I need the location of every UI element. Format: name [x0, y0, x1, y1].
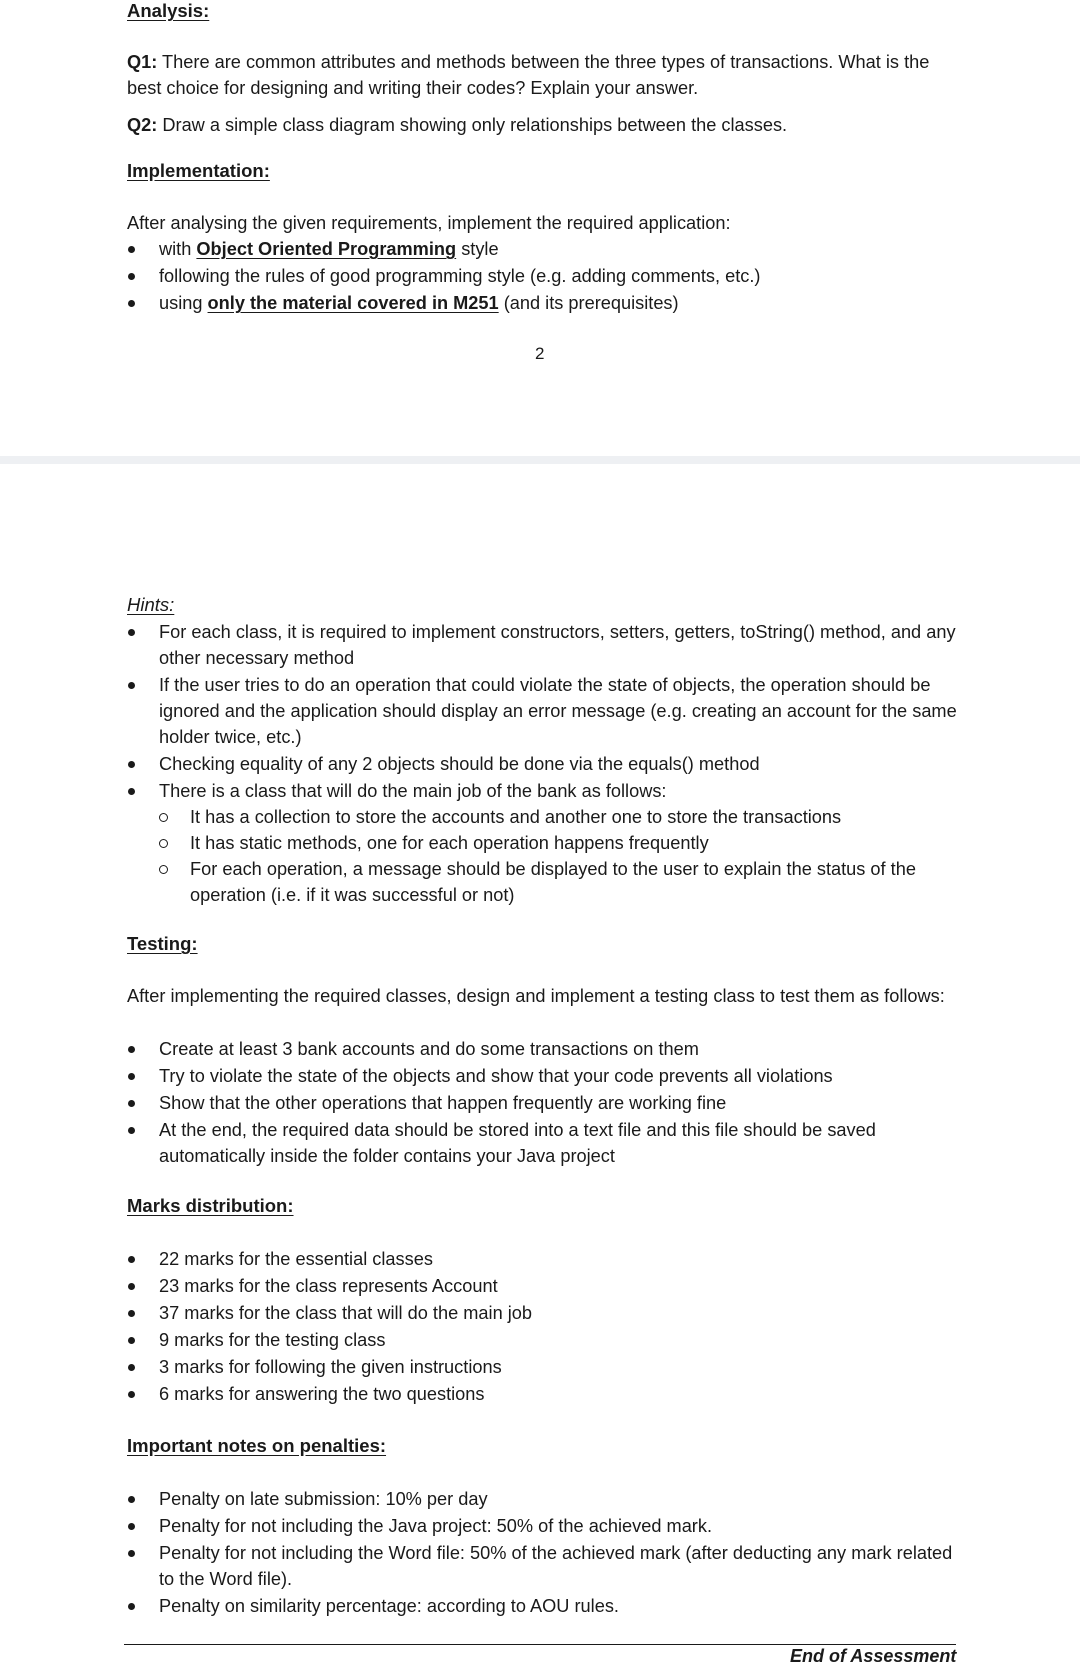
document-page-1 [0, 0, 1080, 456]
testing-intro: After implementing the required classes, design and implement a testing class to test them as follows: [127, 986, 945, 1006]
list-item: For each class, it is required to implement constructors, setters, getters, toString() method, and any other necessary method [0, 619, 959, 671]
list-item: 37 marks for the class that will do the main job [0, 1300, 959, 1326]
marks-heading: Marks distribution: [127, 1195, 294, 1216]
analysis-heading: Analysis: [127, 0, 210, 21]
implementation-intro: After analysing the given requirements, implement the required application: [127, 213, 731, 233]
penalties-heading: Important notes on penalties: [127, 1435, 387, 1456]
sub-list-item: It has static methods, one for each operation happens frequently [159, 830, 959, 856]
list-item: Show that the other operations that happen frequently are working fine [0, 1090, 959, 1116]
list-item: At the end, the required data should be stored into a text file and this file should be saved automatically inside the folder contains your Java project [0, 1117, 959, 1169]
list-item: 6 marks for answering the two questions [0, 1381, 959, 1407]
hints-heading: Hints: [127, 594, 175, 615]
list-item: There is a class that will do the main job of the bank as follows: It has a collection to store the accounts and another one to store the transactions It has static methods, one for each operation happens frequently For each operation, a message should be displayed to the user to explain the status of the operation (i.e. if it was successful or not) [0, 778, 959, 908]
list-item: with Object Oriented Programming style [0, 236, 959, 262]
list-item: following the rules of good programming style (e.g. adding comments, etc.) [0, 263, 959, 289]
sub-list-item: It has a collection to store the accounts and another one to store the transactions [159, 804, 959, 830]
list-item: 9 marks for the testing class [0, 1327, 959, 1353]
end-divider [124, 1644, 956, 1645]
implementation-heading: Implementation: [127, 160, 270, 181]
list-item: Penalty on similarity percentage: according to AOU rules. [0, 1593, 959, 1619]
list-item: using only the material covered in M251 (and its prerequisites) [0, 290, 959, 316]
page-separator [0, 456, 1080, 464]
question-2 [127, 112, 957, 138]
question-1 [127, 49, 957, 101]
end-of-assessment: End of Assessment [790, 1646, 957, 1666]
list-item: 22 marks for the essential classes [0, 1246, 959, 1272]
q1-text: There are common attributes and methods between the three types of transactions. What is the best choice for designing and writing their codes? Explain your answer. [127, 52, 930, 98]
list-item: 3 marks for following the given instructions [0, 1354, 959, 1380]
list-item: If the user tries to do an operation that could violate the state of objects, the operation should be ignored and the application should display an error message (e.g. creating an account for the same holder twice, etc.) [0, 672, 959, 750]
q2-text: Draw a simple class diagram showing only relationships between the classes. [157, 115, 788, 135]
page-number: 2 [535, 344, 545, 363]
oop-emphasis: Object Oriented Programming [196, 239, 457, 259]
testing-heading: Testing: [127, 933, 198, 954]
list-item: Checking equality of any 2 objects should be done via the equals() method [0, 751, 959, 777]
list-item: Penalty for not including the Word file: 50% of the achieved mark (after deducting any mark related to the Word file). [0, 1540, 959, 1592]
q1-label: Q1: [127, 52, 158, 72]
list-item: Try to violate the state of the objects and show that your code prevents all violations [0, 1063, 959, 1089]
testing-list [0, 1036, 959, 1170]
penalties-list [0, 1486, 959, 1620]
q2-label: Q2: [127, 115, 158, 135]
list-item: Penalty for not including the Java project: 50% of the achieved mark. [0, 1513, 959, 1539]
list-item: 23 marks for the class represents Account [0, 1273, 959, 1299]
sub-list-item: For each operation, a message should be displayed to the user to explain the status of the operation (i.e. if it was successful or not) [159, 856, 959, 908]
list-item: Penalty on late submission: 10% per day [0, 1486, 959, 1512]
hints-list [0, 619, 959, 909]
implementation-list [0, 236, 959, 317]
m251-emphasis: only the material covered in M251 [207, 293, 499, 313]
list-item: Create at least 3 bank accounts and do some transactions on them [0, 1036, 959, 1062]
hint-sublist [159, 804, 959, 908]
marks-list [0, 1246, 959, 1408]
